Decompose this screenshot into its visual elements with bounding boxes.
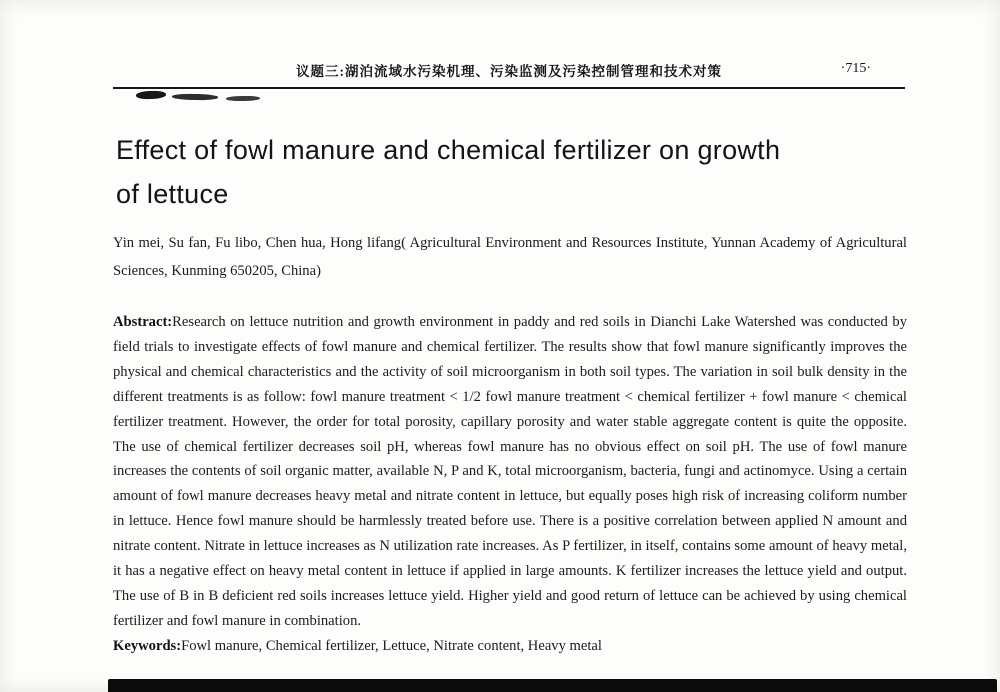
keywords-label: Keywords: [113, 637, 182, 654]
keywords-text: Fowl manure, Chemical fertilizer, Lettuce, Nitrate content, Heavy metal [181, 637, 602, 654]
paper-title [116, 128, 936, 216]
paper-title-line-2: of lettuce [116, 179, 229, 209]
ink-smudge [136, 90, 166, 99]
page-number: ·715· [840, 61, 871, 76]
ink-smudge [172, 94, 218, 101]
keywords-paragraph [113, 634, 907, 659]
running-header-title: 议题三:湖泊流域水污染机理、污染监测及污染控制管理和技术对策 [296, 64, 722, 79]
header-rule [113, 87, 905, 89]
abstract-label: Abstract: [113, 314, 173, 330]
authors-affiliation: Yin mei, Su fan, Fu libo, Chen hua, Hong lifang( Agricultural Environment and Resources Institute, Yunnan Academy of Agricultural Sciences, Kunming 650205, China) [113, 235, 907, 279]
paper-body [113, 310, 907, 659]
abstract-paragraph [113, 310, 907, 634]
ink-smudge [226, 96, 260, 102]
scan-artifact-bottom-bar [108, 679, 997, 692]
abstract-text: Research on lettuce nutrition and growth environment in paddy and red soils in Dianchi Lake Watershed was conducted by field trials to investigate effects of fowl manure and chemical fertilizer. The results show that fowl manure significantly improves the physical and chemical characteristics and the activity of soil microorganism in both soil types. The variation in soil bulk density in the different treatments is as follow: fowl manure treatment < 1/2 fowl manure treatment < chemical fertilizer + fowl manure < chemical fertilizer treatment. However, the order for total porosity, capillary porosity and water stable aggregate content is quite the opposite. The use of chemical fertilizer decreases soil pH, whereas fowl manure has no obvious effect on soil pH. The use of fowl manure increases the contents of soil organic matter, available N, P and K, total microorganism, bacteria, fungi and actinomyce. Using a certain amount of fowl manure decreases heavy metal and nitrate content in lettuce, but equally poses high risk of increasing coliform number in lettuce. Hence fowl manure should be harmlessly treated before use. There is a positive correlation between applied N amount and nitrate content. Nitrate in lettuce increases as N utilization rate increases. As P fertilizer, in itself, contains some amount of heavy metal, it has a negative effect on heavy metal content in lettuce if applied in large amounts. K fertilizer increases the lettuce yield and output. The use of B in B deficient red soils increases lettuce yield. Higher yield and good return of lettuce can be achieved by using chemical fertilizer and fowl manure in combination. [113, 314, 907, 629]
running-header-row [113, 60, 905, 82]
paper-title-line-1: Effect of fowl manure and chemical fertilizer on growth [116, 135, 781, 165]
